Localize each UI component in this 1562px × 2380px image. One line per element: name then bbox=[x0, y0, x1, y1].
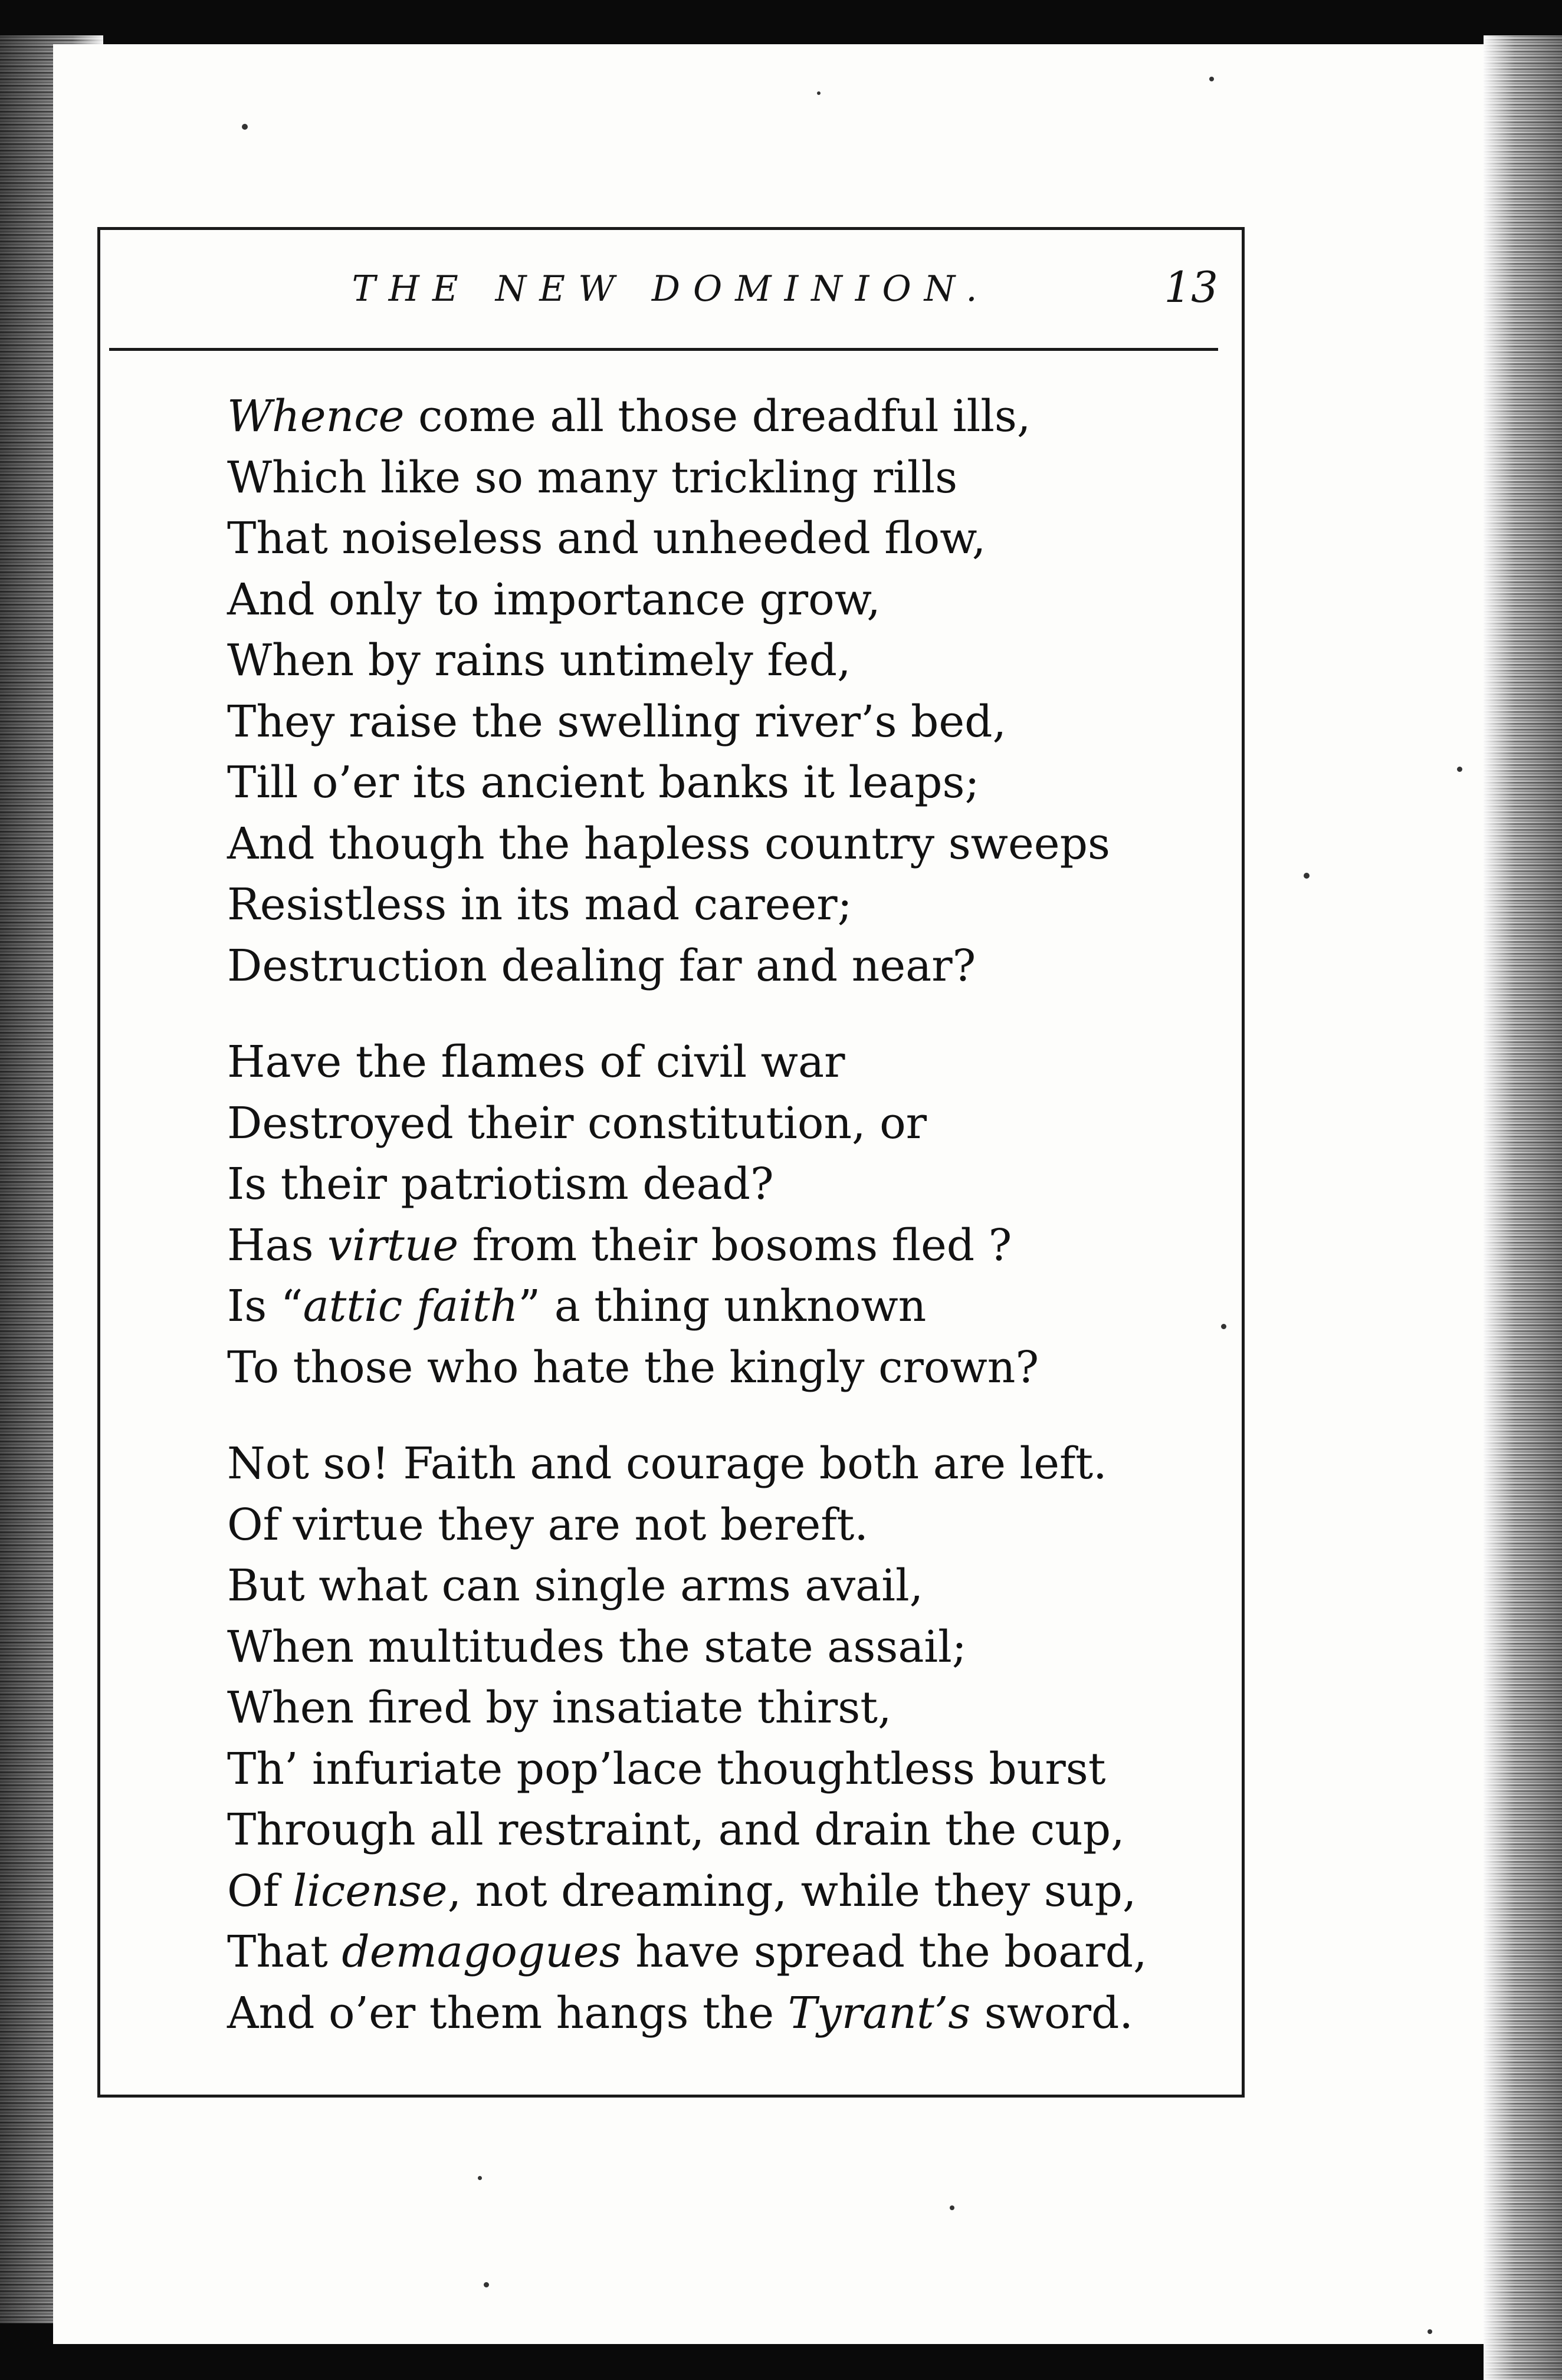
poem-line bbox=[227, 1337, 1230, 1399]
poem-line bbox=[227, 814, 1230, 875]
line-italic-text: license bbox=[293, 1865, 448, 1917]
line-text: Have the flames of civil war bbox=[227, 1037, 845, 1087]
poem-line bbox=[227, 1032, 1230, 1093]
page-edge-shadow bbox=[1484, 35, 1562, 2380]
scan-speck bbox=[1457, 767, 1462, 772]
poem-line bbox=[227, 875, 1230, 936]
poem-line bbox=[227, 386, 1230, 448]
line-text: When fired by insatiate thirst, bbox=[227, 1682, 892, 1733]
line-text: Destruction dealing far and near? bbox=[227, 940, 976, 991]
line-text: Is their patriotism dead? bbox=[227, 1159, 774, 1209]
line-text: Is “ bbox=[227, 1281, 303, 1332]
line-italic-text: virtue bbox=[327, 1219, 459, 1271]
poem-line bbox=[227, 1154, 1230, 1215]
line-text: And only to importance grow, bbox=[227, 574, 881, 625]
line-text: And o’er them hangs the bbox=[227, 1987, 788, 2039]
line-italic-text: demagogues bbox=[342, 1927, 622, 1977]
poem-line bbox=[227, 1800, 1230, 1861]
line-text: They raise the swelling river’s bed, bbox=[227, 696, 1007, 747]
running-head bbox=[100, 262, 1242, 321]
poem-line bbox=[227, 508, 1230, 570]
scan-speck bbox=[1304, 873, 1310, 879]
poem-line bbox=[227, 1434, 1230, 1495]
line-text: Resistless in its mad career; bbox=[227, 879, 852, 930]
page-number: 13 bbox=[1164, 262, 1218, 312]
poem-line bbox=[227, 1556, 1230, 1617]
poem-line bbox=[227, 448, 1230, 509]
line-text: Th’ infuriate pop’lace thoughtless burst bbox=[227, 1743, 1106, 1794]
scan-speck bbox=[950, 2205, 954, 2210]
stanza bbox=[227, 386, 1230, 997]
scan-speck bbox=[817, 91, 821, 95]
scan-speck bbox=[242, 124, 248, 130]
poem-line bbox=[227, 1215, 1230, 1277]
line-italic-text: Whence bbox=[227, 391, 405, 442]
line-text: Destroyed their constitution, or bbox=[227, 1097, 927, 1149]
line-text: When multitudes the state assail; bbox=[227, 1621, 967, 1672]
stanza bbox=[227, 1434, 1230, 2044]
line-text: Of virtue they are not bereft. bbox=[227, 1499, 868, 1550]
line-text: from their bosoms fled ? bbox=[458, 1219, 1012, 1271]
poem-line bbox=[227, 936, 1230, 997]
line-text: Till o’er its ancient banks it leaps; bbox=[227, 757, 980, 808]
poem-line bbox=[227, 570, 1230, 631]
poem-body bbox=[227, 386, 1230, 2044]
line-text: have spread the board, bbox=[621, 1927, 1147, 1977]
line-text: That noiseless and unheeded flow, bbox=[227, 513, 986, 564]
line-text: When by rains untimely fed, bbox=[227, 635, 851, 686]
poem-line bbox=[227, 1495, 1230, 1556]
line-text: Which like so many trickling rills bbox=[227, 452, 958, 503]
line-text: Has bbox=[227, 1219, 328, 1271]
running-title: THE NEW DOMINION. bbox=[352, 268, 990, 310]
poem-line bbox=[227, 1617, 1230, 1678]
poem-line bbox=[227, 1276, 1230, 1337]
line-italic-text: Tyrant’s bbox=[787, 1987, 971, 2039]
poem-line bbox=[227, 1739, 1230, 1800]
poem-line bbox=[227, 1861, 1230, 1922]
poem-line bbox=[227, 692, 1230, 753]
line-italic-text: attic faith bbox=[303, 1281, 519, 1332]
poem-line bbox=[227, 630, 1230, 692]
poem-line bbox=[227, 1983, 1230, 2044]
poem-line bbox=[227, 1922, 1230, 1983]
line-text: Through all restraint, and drain the cup, bbox=[227, 1804, 1125, 1855]
line-text: Of bbox=[227, 1865, 293, 1917]
line-text: But what can single arms avail, bbox=[227, 1560, 924, 1611]
line-text: And though the hapless country sweeps bbox=[227, 818, 1110, 869]
line-text: come all those dreadful ills, bbox=[404, 391, 1031, 442]
stanza bbox=[227, 1032, 1230, 1398]
line-text: That bbox=[227, 1927, 342, 1977]
scan-speck bbox=[478, 2176, 482, 2180]
poem-line bbox=[227, 1093, 1230, 1155]
line-text: sword. bbox=[970, 1987, 1133, 2039]
scan-speck bbox=[484, 2282, 489, 2287]
line-text: ” a thing unknown bbox=[518, 1281, 927, 1332]
poem-line bbox=[227, 1678, 1230, 1739]
line-text: To those who hate the kingly crown? bbox=[227, 1342, 1039, 1393]
line-text: Not so! Faith and courage both are left. bbox=[227, 1438, 1107, 1489]
scan-speck bbox=[1221, 1324, 1226, 1329]
scan-speck bbox=[1209, 77, 1214, 81]
scan-speck bbox=[1428, 2329, 1432, 2334]
header-rule bbox=[109, 348, 1218, 351]
poem-line bbox=[227, 752, 1230, 814]
line-text: , not dreaming, while they sup, bbox=[447, 1865, 1137, 1917]
